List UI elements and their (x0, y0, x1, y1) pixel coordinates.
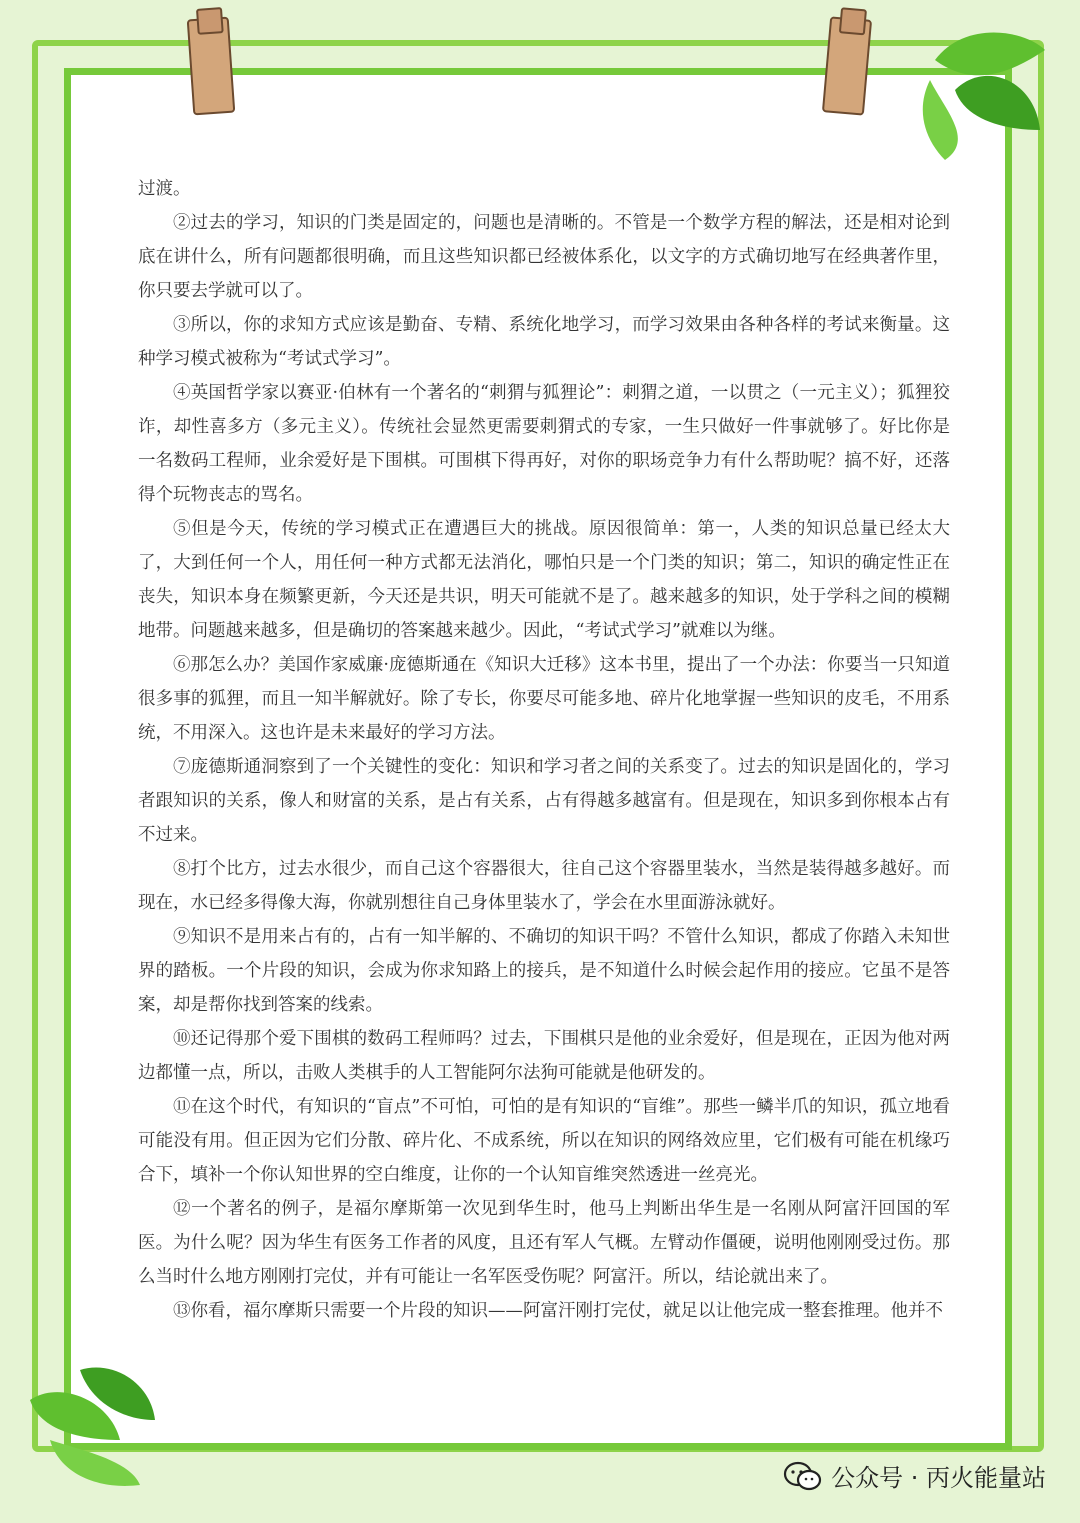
paragraph: ⑤但是今天，传统的学习模式正在遭遇巨大的挑战。原因很简单：第一，人类的知识总量已经太大了，大到任何一个人，用任何一种方式都无法消化，哪怕只是一个门类的知识；第二，知识的确定性正在丧失，知识本身在频繁更新，今天还是共识，明天可能就不是了。越来越多的知识，处于学科之间的模糊地带。问题越来越多，但是确切的答案越来越少。因此，“考试式学习”就难以为继。 (138, 519, 950, 641)
paragraph: ⑪在这个时代，有知识的“盲点”不可怕，可怕的是有知识的“盲维”。那些一鳞半爪的知识，孤立地看可能没有用。但正因为它们分散、碎片化、不成系统，所以在知识的网络效应里，它们极有可能在机缘巧合下，填补一个你认知世界的空白维度，让你的一个认知盲维突然透进一丝亮光。 (138, 1097, 950, 1185)
watermark-text: 公众号 · 丙火能量站 (831, 1464, 1046, 1492)
paragraph: ⑦庞德斯通洞察到了一个关键性的变化：知识和学习者之间的关系变了。过去的知识是固化的，学习者跟知识的关系，像人和财富的关系，是占有关系，占有得越多越富有。但是现在，知识多到你根本占有不过来。 (138, 757, 950, 845)
paragraph: 过渡。 (138, 179, 191, 199)
clothespin-icon (187, 17, 236, 116)
paragraph: ⑬你看，福尔摩斯只需要一个片段的知识——阿富汗刚打完仗，就足以让他完成一整套推理。他并不 (173, 1301, 943, 1321)
paragraph: ②过去的学习，知识的门类是固定的，问题也是清晰的。不管是一个数学方程的解法，还是相对论到底在讲什么，所有问题都很明确，而且这些知识都已经被体系化，以文字的方式确切地写在经典著作里，你只要去学就可以了。 (138, 213, 950, 301)
leaf-icon (915, 20, 1055, 160)
article-body (138, 172, 950, 1328)
paragraph: ⑩还记得那个爱下围棋的数码工程师吗？过去，下围棋只是他的业余爱好，但是现在，正因为他对两边都懂一点，所以，击败人类棋手的人工智能阿尔法狗可能就是他研发的。 (138, 1029, 950, 1083)
paragraph: ⑫一个著名的例子，是福尔摩斯第一次见到华生时，他马上判断出华生是一名刚从阿富汗回国的军医。为什么呢？因为华生有医务工作者的风度，且还有军人气概。左臂动作僵硬，说明他刚刚受过伤。那么当时什么地方刚刚打完仗，并有可能让一名军医受伤呢？阿富汗。所以，结论就出来了。 (138, 1199, 950, 1287)
paragraph: ⑨知识不是用来占有的，占有一知半解的、不确切的知识干吗？不管什么知识，都成了你踏入未知世界的踏板。一个片段的知识，会成为你求知路上的接兵，是不知道什么时候会起作用的接应。它虽不是答案，却是帮你找到答案的线索。 (138, 927, 950, 1015)
wechat-icon (783, 1461, 823, 1491)
paragraph: ⑧打个比方，过去水很少，而自己这个容器很大，往自己这个容器里装水，当然是装得越多越好。而现在，水已经多得像大海，你就别想往自己身体里装水了，学会在水里面游泳就好。 (138, 859, 950, 913)
paragraph: ④英国哲学家以赛亚·伯林有一个著名的“刺猬与狐狸论”：刺猬之道，一以贯之（一元主义）；狐狸狡诈，却性喜多方（多元主义）。传统社会显然更需要刺猬式的专家，一生只做好一件事就够了。好比你是一名数码工程师，业余爱好是下围棋。可围棋下得再好，对你的职场竞争力有什么帮助呢？搞不好，还落得个玩物丧志的骂名。 (138, 383, 950, 505)
paragraph: ⑥那怎么办？美国作家威廉·庞德斯通在《知识大迁移》这本书里，提出了一个办法：你要当一只知道很多事的狐狸，而且一知半解就好。除了专长，你要尽可能多地、碎片化地掌握一些知识的皮毛，不用系统，不用深入。这也许是未来最好的学习方法。 (138, 655, 950, 743)
paragraph: ③所以，你的求知方式应该是勤奋、专精、系统化地学习，而学习效果由各种各样的考试来衡量。这种学习模式被称为“考试式学习”。 (138, 315, 950, 369)
clothespin-icon (822, 16, 872, 115)
leaf-icon (20, 1360, 160, 1490)
watermark (783, 1458, 1046, 1493)
